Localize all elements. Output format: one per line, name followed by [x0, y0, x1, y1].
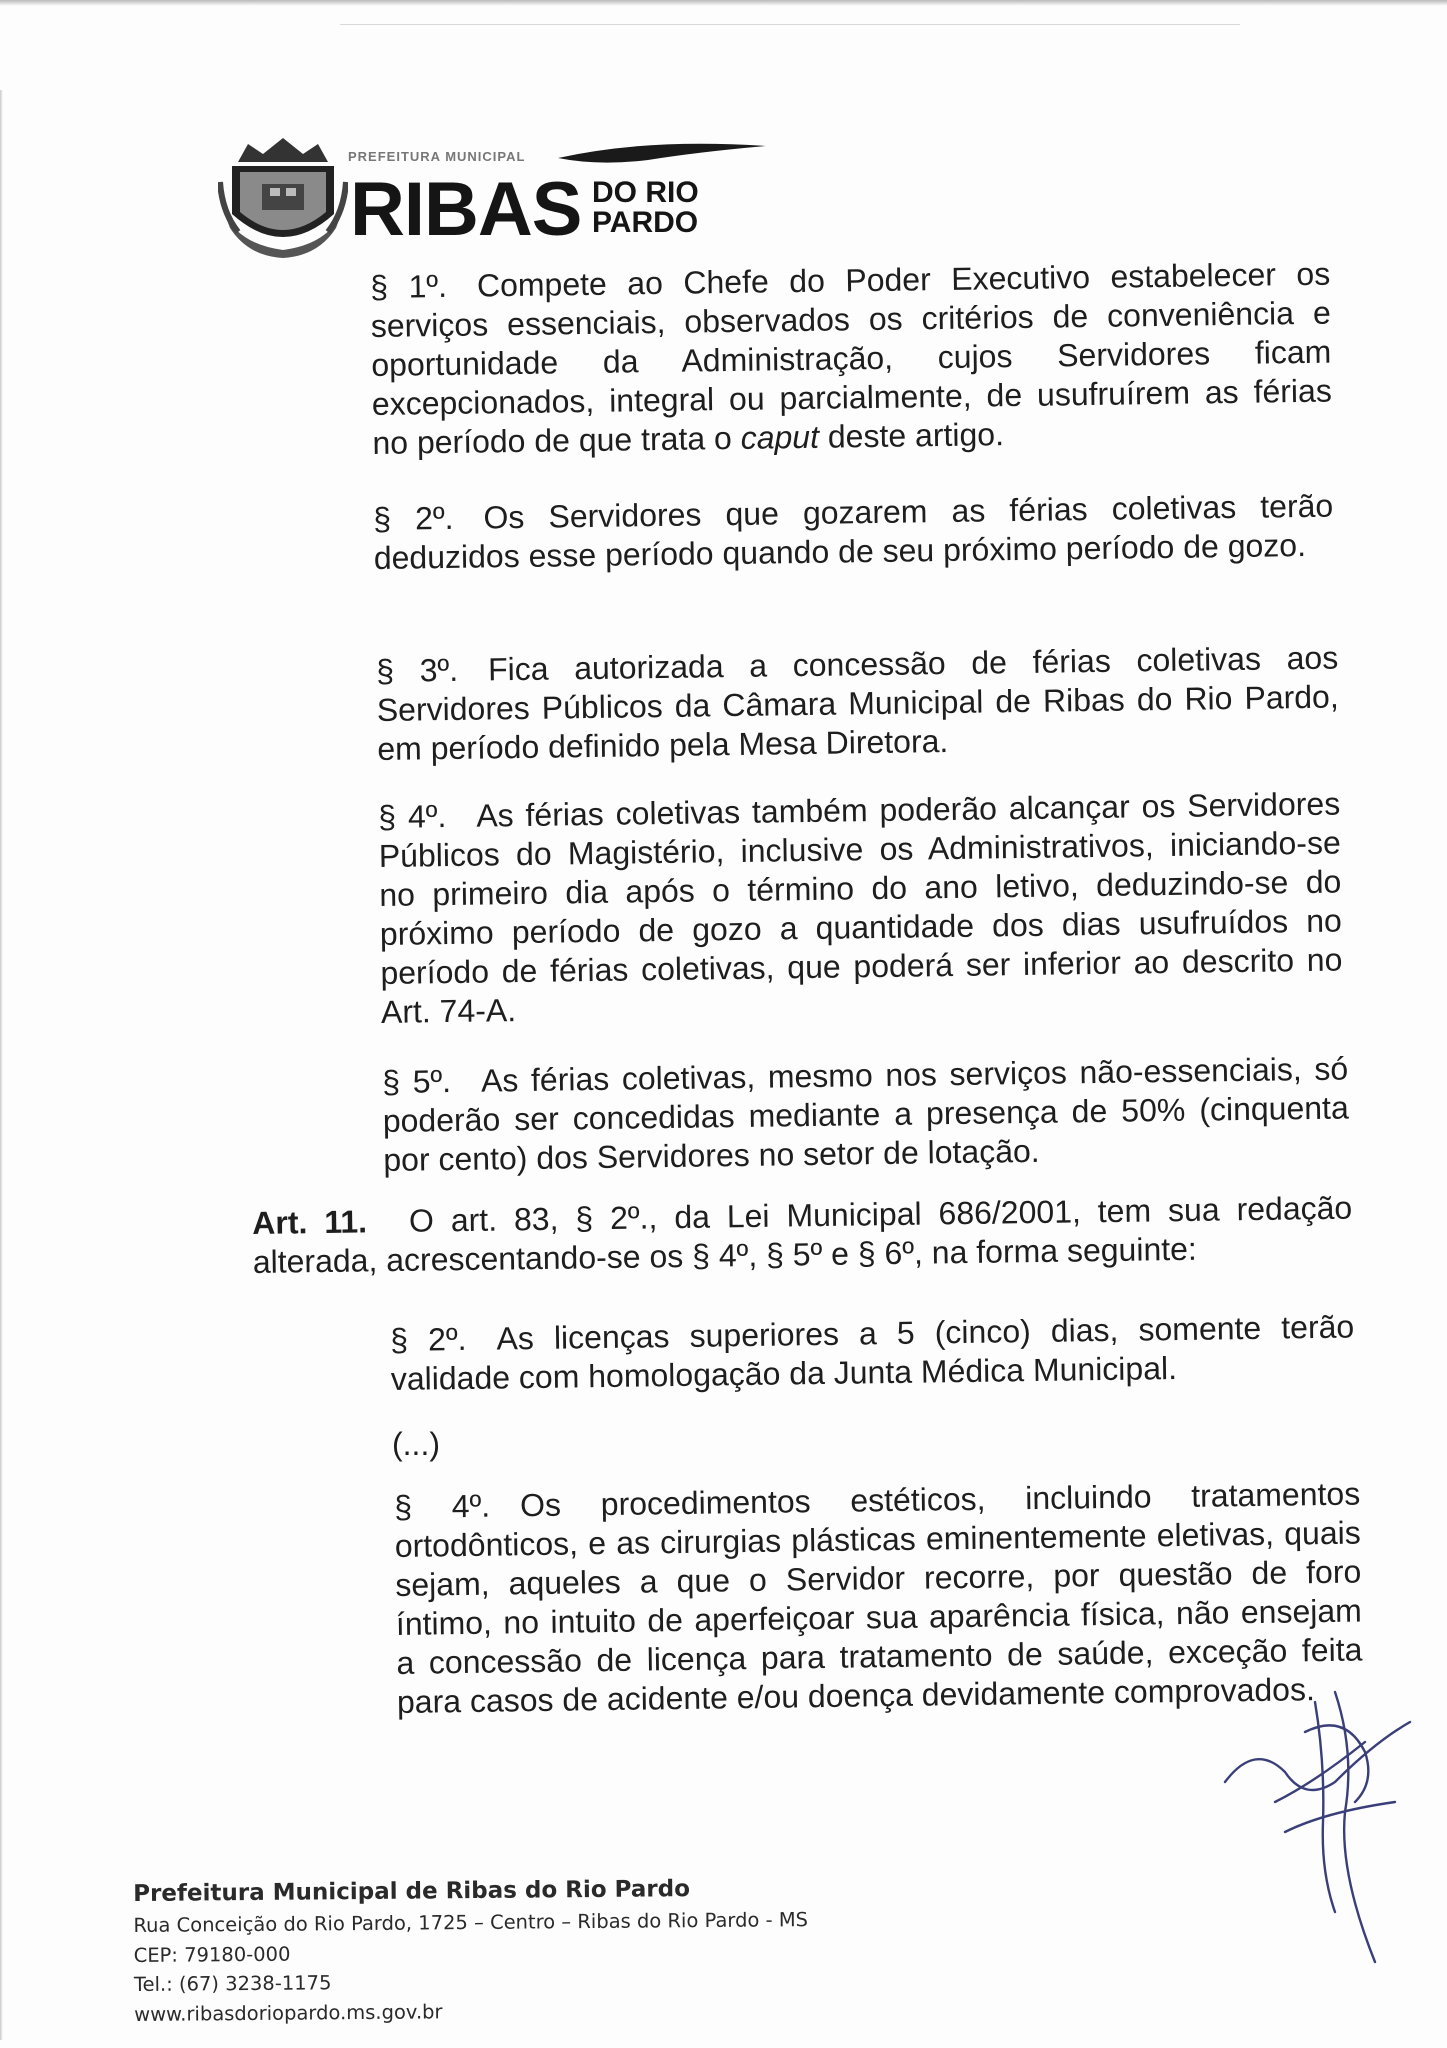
paragraph-text: Fica autorizada a concessão de férias coletivas aos Servidores Públicos da Câmara Municipal de Ribas do Rio Pardo, em período definido pela Mesa Diretora.	[376, 639, 1339, 767]
scan-edge-left	[0, 90, 3, 2040]
footer-website: www.ribasdoriopardo.ms.gov.br	[134, 1999, 443, 2026]
footer-cep: CEP: 79180-000	[133, 1942, 291, 1967]
paragraph-number: § 1º.	[370, 267, 448, 305]
footer-phone: Tel.: (67) 3238-1175	[133, 1971, 332, 1996]
paragraph-1	[370, 255, 1333, 463]
logo-subtitle-line-2: PARDO	[592, 206, 699, 239]
coat-of-arms-icon	[218, 132, 348, 260]
brush-stroke-icon	[498, 136, 768, 166]
handwritten-signature	[1215, 1672, 1415, 1972]
paragraph-text: Os procedimentos estéticos, incluindo tratamentos ortodônticos, e as cirurgias plásticas eminentemente eletivas, quais sejam, aqueles a que o Servidor recorre, por questão de foro íntimo, no intuito de aperfeiçoar sua aparência física, não ensejam a concessão de licença para tratamento de saúde, exceção feita para casos de acidente e/ou doença devidamente comprovados.	[394, 1475, 1363, 1720]
paragraph-number: § 3º.	[376, 651, 459, 689]
logo-subtitle-line-1: DO RIO	[592, 176, 699, 209]
paragraph-text-tail: deste artigo.	[818, 416, 1005, 455]
paragraph-number: § 5º.	[382, 1063, 452, 1100]
paragraph-text: As férias coletivas, mesmo nos serviços não-essenciais, só poderão ser concedidas mediante a presença de 50% (cinquenta por cento) dos Servidores no setor de lotação.	[382, 1050, 1349, 1178]
paragraph-number: § 4º.	[394, 1487, 491, 1525]
scan-edge	[0, 0, 1447, 6]
paragraph-text: As licenças superiores a 5 (cinco) dias, somente terão validade com homologação da Junta Médica Municipal.	[390, 1308, 1355, 1397]
paragraph-text: Os Servidores que gozarem as férias coletivas terão deduzidos esse período quando de seu próximo período de gozo.	[373, 487, 1334, 576]
paragraph-4	[378, 785, 1343, 1032]
logo-prefix: PREFEITURA MUNICIPAL	[348, 149, 526, 164]
article-text: O art. 83, § 2º., da Lei Municipal 686/2001, tem sua redação alterada, acrescentando-se os § 4º, § 5º e § 6º, na forma seguinte:	[252, 1189, 1353, 1280]
paragraph-text: As férias coletivas também poderão alcançar os Servidores Públicos do Magistério, inclusive os Administrativos, iniciando-se no primeiro dia após o término do ano letivo, deduzindo-se do próximo período de gozo a quantidade dos dias usufruídos no período de férias coletivas, que poderá ser inferior ao descrito no Art. 74-A.	[378, 785, 1343, 1030]
footer-address: Rua Conceição do Rio Pardo, 1725 – Centro – Ribas do Rio Pardo - MS	[133, 1908, 809, 1937]
quoted-paragraph-2	[390, 1308, 1355, 1399]
municipal-logo	[218, 132, 718, 260]
paragraph-number: § 4º.	[378, 798, 447, 835]
scan-line	[340, 24, 1240, 25]
footer-institution: Prefeitura Municipal de Ribas do Rio Pardo	[133, 1876, 691, 1907]
article-number: Art. 11.	[252, 1203, 368, 1241]
ellipsis	[392, 1425, 592, 1464]
paragraph-3	[376, 639, 1340, 769]
paragraph-italic: caput	[740, 418, 820, 456]
paragraph-2	[373, 487, 1334, 578]
logo-wordmark: RIBAS	[350, 167, 582, 252]
footer-address-block	[133, 1871, 809, 2029]
paragraph-number: § 2º.	[373, 499, 454, 537]
paragraph-number: § 2º.	[390, 1320, 467, 1358]
logo-subtitle	[592, 178, 699, 238]
paragraph-5	[382, 1050, 1350, 1180]
article-11	[252, 1189, 1353, 1282]
ellipsis-text: (...)	[392, 1426, 440, 1462]
paragraph-text: Compete ao Chefe do Poder Executivo estabelecer os serviços essenciais, observados os critérios de conveniência e oportunidade da Administração, cujos Servidores ficam excepcionados, integral ou parcialmente, de usufruírem as férias no período de que trata o	[370, 255, 1333, 461]
